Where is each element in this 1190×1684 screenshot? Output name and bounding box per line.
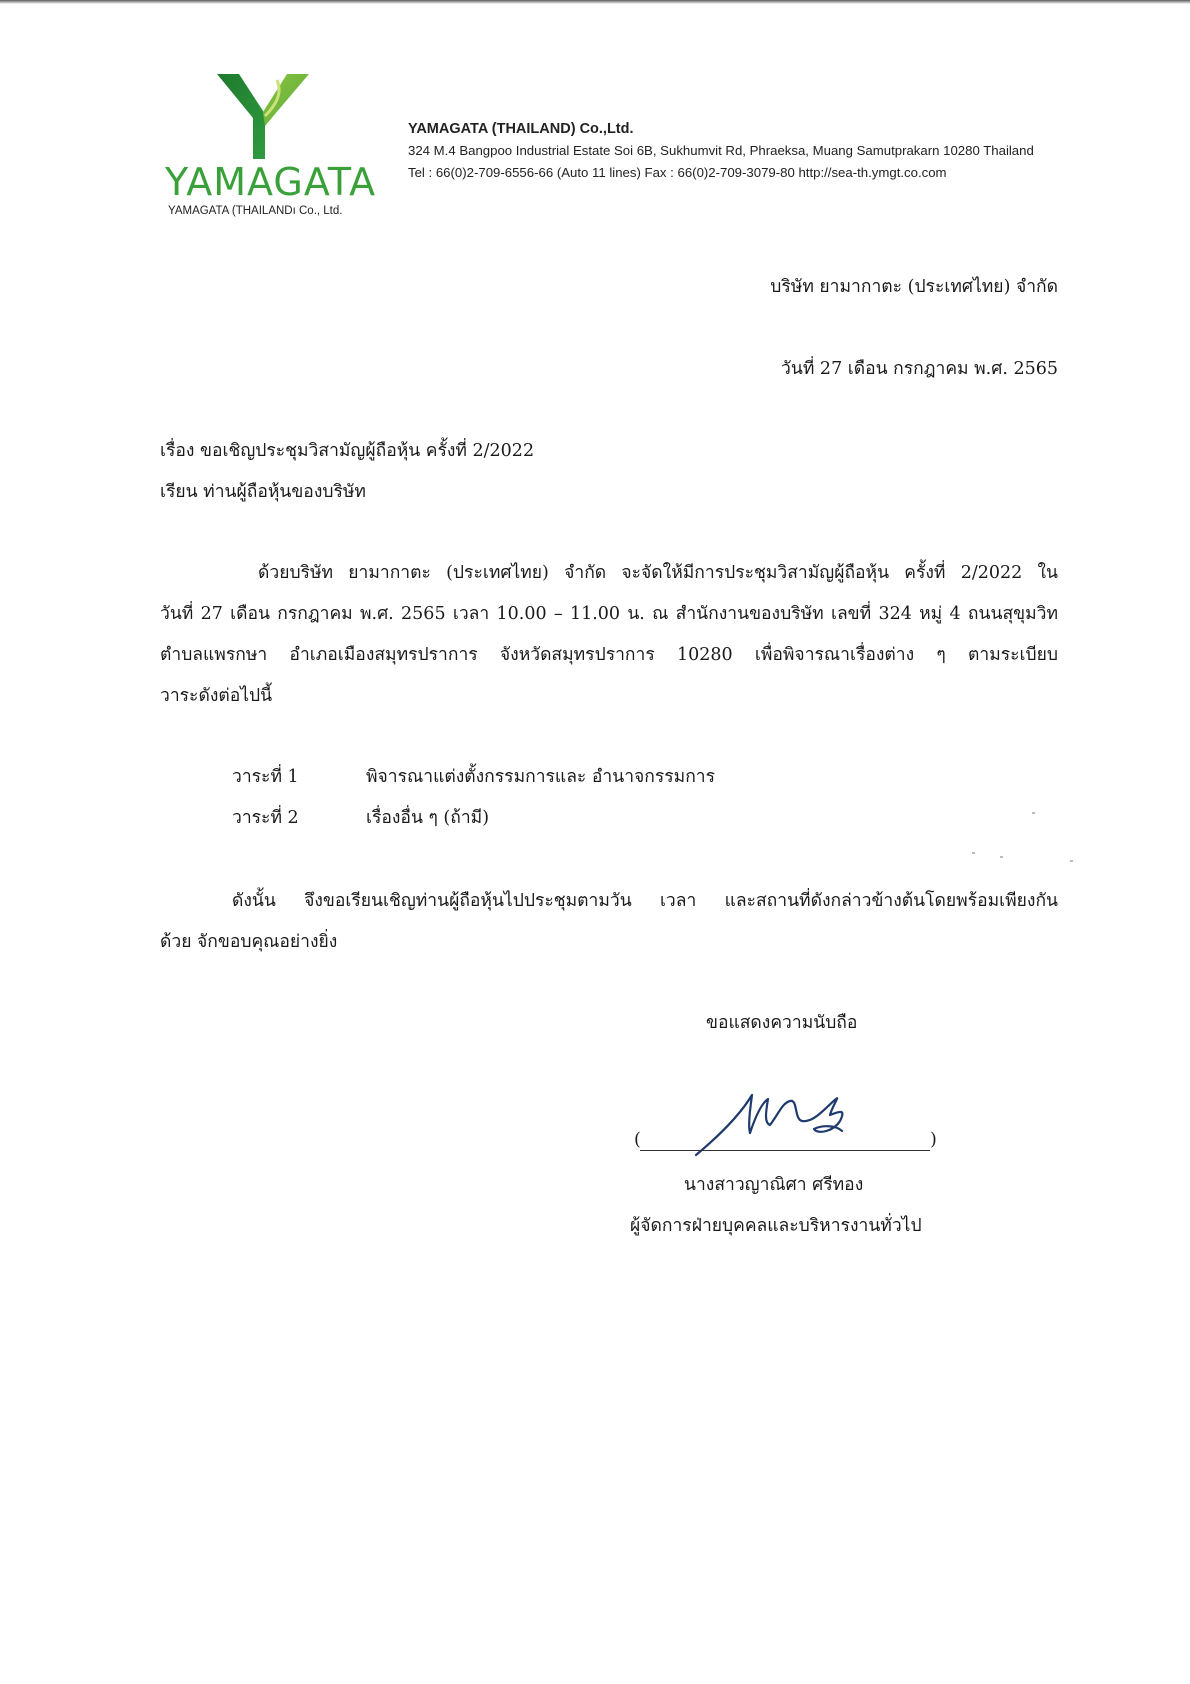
body-line: ตำบลแพรกษา อำเภอเมืองสมุทรปราการ จังหวัดสมุทรปราการ 10280 เพื่อพิจารณาเรื่องต่าง ๆ ตามระเบียบ [160, 645, 1058, 665]
yamagata-y-logo-icon [217, 74, 309, 159]
body-line: วันที่ 27 เดือน กรกฎาคม พ.ศ. 2565 เวลา 10.00 – 11.00 น. ณ สำนักงานของบริษัท เลขที่ 324 หมู่ 4 ถนนสุขุมวิท [160, 604, 1058, 624]
letter-subject: เรื่อง ขอเชิญประชุมวิสามัญผู้ถือหุ้น ครั้งที่ 2/2022 [160, 441, 535, 461]
regards: ขอแสดงความนับถือ [706, 1013, 858, 1033]
body-line: วาระดังต่อไปนี้ [160, 686, 273, 706]
signer-title: ผู้จัดการฝ่ายบุคคลและบริหารงานทั่วไป [630, 1216, 922, 1236]
company-name: YAMAGATA (THAILAND) Co.,Ltd. [408, 121, 634, 137]
company-info [408, 118, 1034, 184]
scan-speck [1070, 860, 1073, 862]
letter-date: วันที่ 27 เดือน กรกฎาคม พ.ศ. 2565 [781, 359, 1058, 379]
closing-line: ด้วย จักขอบคุณอย่างยิ่ง [160, 932, 338, 952]
company-logo [165, 74, 375, 224]
agenda-text: พิจารณาแต่งตั้งกรรมการและ อำนาจกรรมการ [366, 767, 716, 787]
company-address: 324 M.4 Bangpoo Industrial Estate Soi 6B, Sukhumvit Rd, Phraeksa, Muang Samutprakarn 10280 Thailand [408, 143, 1034, 158]
agenda-text: เรื่องอื่น ๆ (ถ้ามี) [366, 808, 490, 828]
closing-line: ดังนั้น จึงขอเรียนเชิญท่านผู้ถือหุ้นไปประชุมตามวัน เวลา และสถานที่ดังกล่าวข้างต้นโดยพร้อมเพียงกัน [232, 891, 1058, 911]
scan-speck [1032, 812, 1035, 814]
logo-subtitle: YAMAGATA (THAILANDı Co., Ltd. [168, 205, 343, 217]
signature-image [690, 1085, 870, 1160]
body-line: ด้วยบริษัท ยามากาตะ (ประเทศไทย) จำกัด จะจัดให้มีการประชุมวิสามัญผู้ถือหุ้น ครั้งที่ 2/2022 ใน [258, 563, 1058, 583]
scan-speck [1000, 856, 1003, 858]
agenda-label: วาระที่ 2 [232, 808, 299, 828]
signature-paren-close: ) [930, 1130, 937, 1150]
scan-speck [972, 852, 975, 854]
letter-recipient: เรียน ท่านผู้ถือหุ้นของบริษัท [160, 482, 366, 502]
agenda-label: วาระที่ 1 [232, 767, 299, 787]
scan-edge [0, 0, 1190, 4]
signature-line [640, 1150, 930, 1151]
company-contact: Tel : 66(0)2-709-6556-66 (Auto 11 lines) Fax : 66(0)2-709-3079-80 http://sea-th.ymgt.co.com [408, 165, 947, 180]
signature-paren-open: ( [634, 1130, 641, 1150]
company-name-thai: บริษัท ยามากาตะ (ประเทศไทย) จำกัด [770, 277, 1058, 297]
logo-wordmark: YAMAGATA [165, 160, 377, 204]
signer-name: นางสาวญาณิศา ศรีทอง [684, 1175, 864, 1195]
